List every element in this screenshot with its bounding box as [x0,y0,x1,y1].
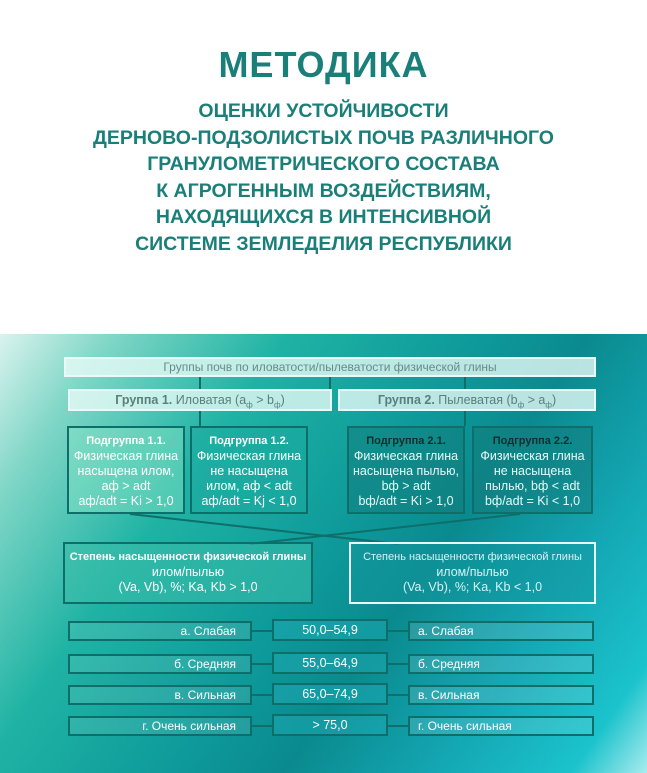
saturation-title: Степень насыщенности физической глины [69,551,307,563]
group-2-text: > a [524,393,546,407]
level-right-box [408,716,594,736]
subgroup-2-2-box [472,426,593,514]
level-value: 50,0–54,9 [302,623,358,637]
level-label: а. Слабая [180,624,236,638]
saturation-title: Степень насыщенности физической глины [363,551,582,563]
title-area [0,0,647,340]
subtitle-line: НАХОДЯЩИХСЯ В ИНТЕНСИВНОЙ [155,206,492,228]
groups-header-text: Группы почв по иловатости/пылеватости физической глины [163,360,497,374]
saturation-line: илом/пылью [436,565,509,579]
group-1-text: ) [280,393,285,407]
connector [130,514,398,544]
subgroup-line: Физическая глина [196,449,302,463]
level-label: в. Сильная [174,688,236,702]
subgroup-line: не насыщена [210,464,288,478]
diagram-panel [0,334,647,773]
saturation-line: (Va, Vb), %; Ka, Kb > 1,0 [118,580,258,594]
group-2-sub: ф [517,400,525,410]
level-left-box [68,685,252,705]
subgroup-line: bф > adt [381,479,431,493]
level-label: в. Сильная [418,688,480,702]
group-2-box [338,389,596,411]
group-2-label: Группа 2. [377,393,435,407]
subgroup-line: aф/adt = Ki > 1,0 [78,494,174,508]
subtitle-line: СИСТЕМЕ ЗЕМЛЕДЕЛИЯ РЕСПУБЛИКИ [135,232,512,255]
subgroup-title: Подгруппа 2.2. [492,435,573,447]
subtitle-line: ОЦЕНКИ УСТОЙЧИВОСТИ [198,100,449,122]
subgroup-1-2-box [190,426,308,514]
saturation-line: илом/пылью [151,565,225,579]
saturation-left-box [63,542,313,604]
level-right-box [408,685,594,705]
group-1-text: > b [252,393,274,407]
subgroup-line: aф/adt = Kj < 1,0 [201,494,297,508]
subtitle [0,98,647,257]
level-label: г. Очень сильная [418,719,512,733]
level-label: б. Средняя [418,657,480,671]
level-value: 65,0–74,9 [302,687,358,701]
subtitle-line: ДЕРНОВО-ПОДЗОЛИСТЫХ ПОЧВ РАЗЛИЧНОГО [93,126,554,149]
group-2-text: Пылеватая (b [434,393,518,407]
saturation-right-box [349,542,596,604]
subgroup-line: bф/adt = Ki < 1,0 [484,494,581,508]
subtitle-line: К АГРОГЕННЫМ ВОЗДЕЙСТВИЯМ, [156,179,491,202]
saturation-line: (Va, Vb), %; Ka, Kb < 1,0 [402,580,543,594]
subgroup-line: пылью, bф < adt [485,479,580,493]
level-right-box [408,654,594,674]
subgroup-line: Физическая глина [353,449,459,463]
level-value-box [272,683,388,705]
subgroup-1-1-box [67,426,185,514]
subgroup-line: Физическая глина [73,449,179,463]
level-left-box [68,621,252,641]
level-left-box [68,716,252,736]
subgroup-line: Физическая глина [480,449,585,463]
subgroup-title: Подгруппа 2.1. [366,435,446,447]
level-value-box [272,714,388,736]
level-left-box [68,654,252,674]
subgroup-line: илом, aф < adt [206,479,292,493]
level-value: > 75,0 [312,718,348,732]
group-2-text: ) [551,393,557,407]
page-title: МЕТОДИКА [218,44,429,85]
subgroup-line: насыщена илом, [77,464,175,478]
subgroup-line: bф/adt = Ki > 1,0 [358,494,454,508]
level-right-box [408,621,594,641]
group-1-box [68,389,332,411]
group-1-label: Группа 1. [115,393,173,407]
subgroup-title: Подгруппа 1.1. [86,435,166,447]
level-value: 55,0–64,9 [302,656,358,670]
subgroup-line: не насыщена [493,464,572,478]
subgroup-line: aф > adt [101,479,151,493]
level-value-box [272,652,388,674]
level-value-box [272,619,388,641]
groups-header-box [64,357,596,377]
subgroup-2-1-box [347,426,465,514]
subgroup-title: Подгруппа 1.2. [209,435,289,447]
level-label: а. Слабая [418,624,474,638]
subgroup-line: насыщена пылью, [353,464,459,478]
group-1-text: Иловатая (a [172,393,247,407]
group-1-sub: ф [246,400,253,410]
group-1-sub: ф [273,400,281,410]
connector [250,514,520,544]
level-label: г. Очень сильная [142,719,236,733]
subtitle-line: ГРАНУЛОМЕТРИЧЕСКОГО СОСТАВА [147,153,500,175]
group-2-sub: ф [545,400,552,410]
level-label: б. Средняя [174,657,236,671]
